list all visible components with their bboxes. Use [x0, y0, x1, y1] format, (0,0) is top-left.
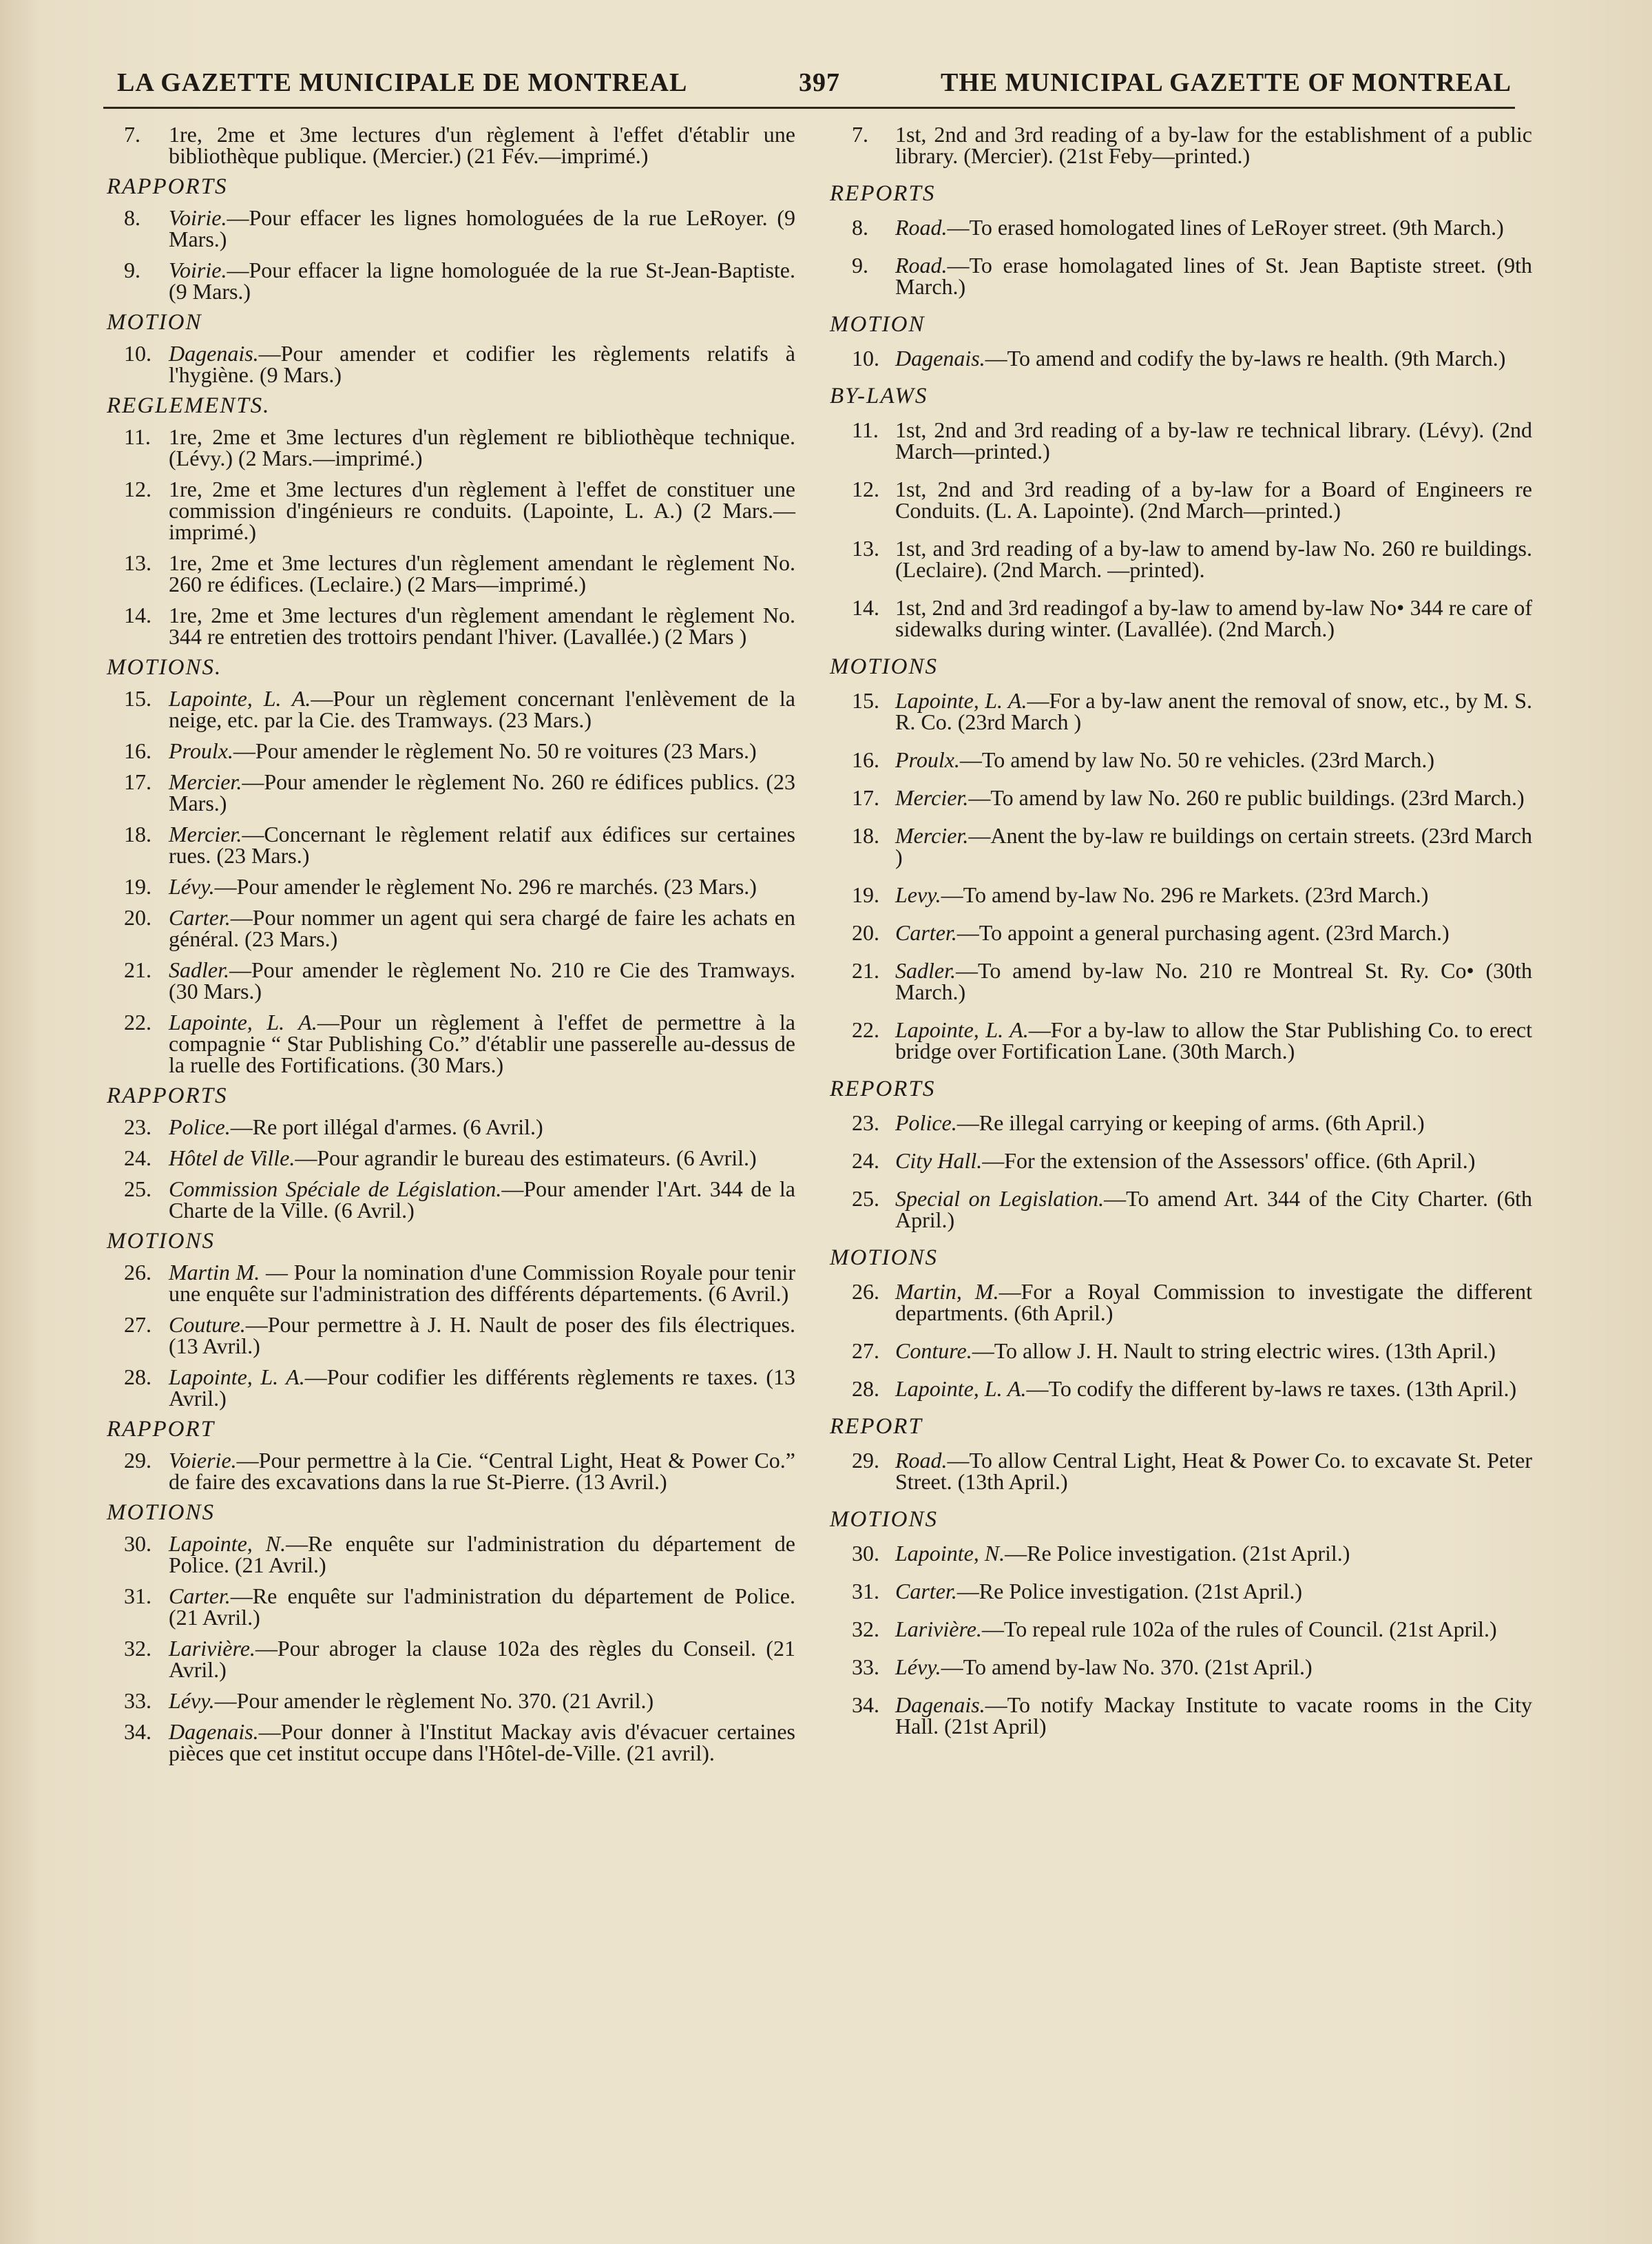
item-text: [169, 1690, 795, 1712]
item-text: [895, 884, 1532, 906]
item-body: —To codify the different by-laws re taxes. (13th April.): [1026, 1376, 1517, 1401]
item-lead: Proulx.: [895, 747, 960, 772]
item-text: [895, 749, 1532, 771]
item-text: [895, 124, 1532, 167]
agenda-item: [103, 1116, 795, 1138]
agenda-item: [103, 1583, 795, 1630]
item-text: [169, 1178, 795, 1221]
item-lead: Mercier.: [169, 769, 242, 794]
agenda-item: [103, 1638, 795, 1681]
item-lead: Mercier.: [169, 822, 242, 846]
item-lead: Lapointe, N.: [895, 1541, 1005, 1566]
agenda-item: [103, 1314, 795, 1357]
agenda-item: [103, 343, 795, 386]
item-number: 26.: [852, 1279, 879, 1304]
item-lead: Lévy.: [169, 874, 215, 899]
agenda-item: [103, 688, 795, 731]
item-number: 30.: [852, 1541, 879, 1566]
item-text: [169, 207, 795, 250]
agenda-item: [103, 1450, 795, 1493]
item-lead: Road.: [895, 1448, 948, 1473]
item-text: [169, 876, 795, 897]
item-number: 22.: [124, 1010, 151, 1035]
item-text: [169, 1012, 795, 1076]
item-text: [169, 605, 795, 647]
page-header: [103, 63, 1512, 105]
item-number: 23.: [124, 1114, 151, 1139]
item-text: [895, 1543, 1532, 1564]
item-text: [169, 688, 795, 731]
item-body: —To amend by-law No. 370. (21st April.): [941, 1654, 1313, 1679]
item-number: 28.: [852, 1376, 879, 1401]
item-lead: Dagenais.: [169, 341, 259, 366]
item-text: [895, 1281, 1532, 1324]
item-text: [169, 771, 795, 814]
item-text: [169, 1364, 796, 1411]
item-number: 19.: [852, 882, 879, 907]
item-body: —Pour amender le règlement No. 210 re Cie des Tramways. (30 Mars.): [169, 957, 795, 1004]
item-number: 24.: [852, 1148, 879, 1173]
item-number: 15.: [852, 688, 879, 713]
header-rule: [103, 107, 1515, 109]
agenda-item: [830, 419, 1532, 462]
agenda-item: [103, 1533, 795, 1576]
item-body: —Pour effacer la ligne homologuée de la rue St-Jean-Baptiste. (9 Mars.): [169, 258, 795, 304]
agenda-item: [830, 217, 1532, 238]
item-lead: Lévy.: [895, 1654, 941, 1679]
item-lead: Lapointe, N.: [169, 1531, 286, 1556]
item-number: 27.: [852, 1338, 879, 1363]
item-number: 7.: [852, 122, 868, 147]
item-text: [169, 479, 795, 543]
item-number: 33.: [852, 1654, 879, 1679]
agenda-item: [830, 255, 1532, 298]
item-text: [895, 1581, 1532, 1602]
item-number: 16.: [852, 747, 879, 772]
agenda-item: [830, 1150, 1532, 1172]
agenda-item: [103, 479, 795, 543]
agenda-item: [830, 1619, 1532, 1640]
item-body: —To allow Central Light, Heat & Power Co. to excavate St. Peter Street. (13th April.): [895, 1448, 1532, 1494]
agenda-item: [830, 1450, 1532, 1493]
agenda-item: [830, 1112, 1532, 1134]
item-text: [169, 552, 795, 595]
item-body: —Pour amender le règlement No. 50 re voitures (23 Mars.): [233, 738, 757, 763]
item-text: [169, 959, 795, 1002]
item-text: [169, 343, 795, 386]
item-number: 31.: [124, 1583, 151, 1608]
item-text: [169, 1533, 795, 1576]
agenda-item: [830, 1019, 1532, 1062]
item-lead: Road.: [895, 215, 948, 240]
item-number: 21.: [852, 958, 879, 983]
item-number: 17.: [852, 785, 879, 810]
item-body: —Re port illégal d'armes. (6 Avril.): [230, 1114, 543, 1139]
item-number: 8.: [124, 205, 140, 230]
item-number: 29.: [124, 1448, 151, 1473]
agenda-item: [103, 876, 795, 897]
item-lead: Voierie.: [169, 1448, 237, 1473]
item-number: 29.: [852, 1448, 879, 1473]
item-body: —Pour codifier les différents règlements re taxes. (13 Avril.): [169, 1364, 796, 1411]
agenda-item: [830, 749, 1532, 771]
item-lead: Levy.: [895, 882, 941, 907]
header-right-title: THE MUNICIPAL GAZETTE OF MONTREAL: [941, 68, 1512, 97]
item-body: — Pour la nomination d'une Commission Royale pour tenir une enquête sur l'administration des différents départements. (6 Avril.): [169, 1260, 796, 1306]
item-number: 31.: [852, 1579, 879, 1603]
item-body: —To amend by-law No. 210 re Montreal St. Ry. Co• (30th March.): [895, 958, 1532, 1004]
item-body: —Pour permettre à la Cie. “Central Light, Heat & Power Co.” de faire des excavations dans la rue St-Pierre. (13 Avril.): [169, 1448, 795, 1494]
agenda-item: [103, 1262, 795, 1305]
item-text: [895, 1112, 1532, 1134]
item-body: —Re Police investigation. (21st April.): [956, 1579, 1303, 1603]
item-text: [895, 1378, 1532, 1400]
item-lead: Lapointe, L. A.: [169, 1010, 317, 1035]
item-body: —To amend Art. 344 of the City Charter. (6th April.): [895, 1186, 1532, 1232]
agenda-item: [103, 124, 795, 167]
item-number: 17.: [124, 769, 151, 794]
item-number: 14.: [852, 595, 879, 620]
section-heading: REPORT: [830, 1414, 923, 1439]
item-lead: Lapointe, L. A.: [895, 1017, 1029, 1042]
item-lead: Sadler.: [895, 958, 956, 983]
item-lead: Police.: [169, 1114, 231, 1139]
item-body: —To amend by-law No. 296 re Markets. (23rd March.): [941, 882, 1429, 907]
agenda-item: [103, 1147, 795, 1169]
item-text: [169, 1262, 795, 1305]
section-heading: BY-LAWS: [830, 384, 928, 408]
agenda-item: [830, 1581, 1532, 1602]
item-body: 1st, and 3rd reading of a by-law to amend by-law No. 260 re buildings. (Leclaire). (2nd March. —printed).: [895, 536, 1532, 582]
item-lead: Carter.: [169, 1583, 231, 1608]
section-heading: MOTIONS.: [107, 655, 222, 680]
item-lead: Commission Spéciale de Législation.: [169, 1176, 502, 1201]
item-text: [895, 1656, 1532, 1678]
agenda-item: [103, 824, 795, 866]
agenda-item: [830, 124, 1532, 167]
item-text: [895, 538, 1532, 581]
section-heading: RAPPORTS: [107, 1083, 228, 1108]
agenda-item: [103, 1364, 796, 1411]
item-number: 13.: [852, 536, 879, 561]
item-text: [169, 1147, 795, 1169]
item-lead: Mercier.: [895, 785, 969, 810]
item-lead: Voirie.: [169, 258, 227, 282]
item-number: 7.: [124, 122, 140, 147]
item-number: 20.: [852, 920, 879, 945]
item-body: 1re, 2me et 3me lectures d'un règlement amendant le règlement No. 344 re entretien des trottoirs pendant l'hiver. (Lavallée.) (2 Mars ): [169, 603, 795, 649]
agenda-item: [830, 922, 1532, 944]
agenda-item: [103, 1721, 795, 1764]
item-body: 1st, 2nd and 3rd reading of a by-law re technical library. (Lévy). (2nd March—printed.): [895, 417, 1532, 464]
item-body: —To allow J. H. Nault to string electric wires. (13th April.): [972, 1338, 1496, 1363]
item-text: [895, 255, 1532, 298]
item-body: —Pour donner à l'Institut Mackay avis d'évacuer certaines pièces que cet institut occupe dans l'Hôtel-de-Ville. (21 avril).: [169, 1719, 795, 1765]
item-number: 25.: [852, 1186, 879, 1211]
agenda-item: [830, 348, 1532, 369]
item-text: [895, 348, 1532, 369]
item-number: 11.: [124, 424, 151, 449]
item-body: —To appoint a general purchasing agent. (23rd March.): [956, 920, 1450, 945]
item-lead: Conture.: [895, 1338, 972, 1363]
item-text: [895, 419, 1532, 462]
agenda-item: [103, 605, 795, 647]
agenda-item: [103, 740, 795, 762]
section-heading: MOTIONS: [830, 654, 939, 679]
item-body: —Pour nommer un agent qui sera chargé de faire les achats en général. (23 Mars.): [169, 905, 795, 951]
item-body: —For a by-law anent the removal of snow, etc., by M. S. R. Co. (23rd March ): [895, 688, 1533, 734]
item-lead: Carter.: [895, 1579, 957, 1603]
item-number: 21.: [124, 957, 151, 982]
item-text: [895, 479, 1532, 521]
item-text: [169, 124, 795, 167]
agenda-item: [103, 552, 795, 595]
section-heading: MOTIONS: [107, 1500, 216, 1525]
item-lead: Martin M.: [169, 1260, 260, 1285]
item-body: —Pour effacer les lignes homologuées de la rue LeRoyer. (9 Mars.): [169, 205, 795, 251]
section-heading: REPORTS: [830, 181, 936, 206]
item-lead: Hôtel de Ville.: [169, 1145, 295, 1170]
item-text: [895, 1150, 1532, 1172]
item-number: 9.: [124, 258, 140, 282]
item-number: 16.: [124, 738, 151, 763]
item-text: [895, 1340, 1532, 1362]
item-body: —Pour amender le règlement No. 296 re marchés. (23 Mars.): [214, 874, 757, 899]
item-number: 15.: [124, 686, 151, 711]
item-lead: Dagenais.: [169, 1719, 259, 1744]
item-lead: Martin, M.: [895, 1279, 999, 1304]
item-text: [169, 1583, 795, 1630]
item-number: 19.: [124, 874, 151, 899]
agenda-item: [103, 260, 795, 302]
item-number: 27.: [124, 1312, 151, 1337]
item-body: 1re, 2me et 3me lectures d'un règlement re bibliothèque technique. (Lévy.) (2 Mars.—imprimé.): [169, 424, 795, 470]
item-body: —Concernant le règlement relatif aux édifices sur certaines rues. (23 Mars.): [169, 822, 795, 868]
item-number: 32.: [852, 1617, 879, 1641]
agenda-item: [830, 884, 1532, 906]
item-body: —To repeal rule 102a of the rules of Council. (21st April.): [981, 1617, 1497, 1641]
item-number: 14.: [124, 603, 151, 627]
agenda-item: [830, 1656, 1532, 1678]
item-text: [169, 907, 795, 950]
item-lead: City Hall.: [895, 1148, 983, 1173]
item-lead: Police.: [895, 1110, 957, 1135]
item-number: 30.: [124, 1531, 151, 1556]
section-heading: MOTIONS: [107, 1229, 216, 1254]
item-lead: Couture.: [169, 1312, 246, 1337]
item-body: —Pour agrandir le bureau des estimateurs. (6 Avril.): [295, 1145, 757, 1170]
item-text: [169, 260, 795, 302]
item-text: [169, 1638, 795, 1681]
item-number: 12.: [852, 477, 879, 501]
item-lead: Lapointe, L. A.: [895, 688, 1027, 713]
french-column: [103, 124, 795, 1774]
agenda-item: [103, 959, 795, 1002]
agenda-item: [830, 1378, 1532, 1400]
item-number: 28.: [124, 1364, 151, 1389]
item-body: —Pour un règlement concernant l'enlèvement de la neige, etc. par la Cie. des Tramways. (23 Mars.): [169, 686, 796, 732]
item-body: 1re, 2me et 3me lectures d'un règlement amendant le règlement No. 260 re édifices. (Leclaire.) (2 Mars—imprimé.): [169, 550, 795, 596]
agenda-item: [103, 1690, 795, 1712]
item-body: —Re Police investigation. (21st April.): [1005, 1541, 1350, 1566]
item-lead: Lévy.: [169, 1688, 215, 1713]
section-heading: MOTIONS: [830, 1507, 939, 1532]
item-lead: Lapointe, L. A.: [169, 1364, 305, 1389]
item-text: [169, 824, 795, 866]
section-heading: REGLEMENTS.: [107, 393, 271, 418]
item-body: 1re, 2me et 3me lectures d'un règlement à l'effet d'établir une bibliothèque publique. (Mercier.) (21 Fév.—imprimé.): [169, 122, 795, 168]
section-heading: RAPPORTS: [107, 174, 228, 199]
agenda-item: [103, 907, 795, 950]
item-body: —Pour amender le règlement No. 370. (21 Avril.): [214, 1688, 654, 1713]
agenda-item: [830, 787, 1532, 809]
agenda-item: [830, 1340, 1532, 1362]
item-lead: Carter.: [169, 905, 231, 930]
item-number: 32.: [124, 1636, 151, 1661]
item-text: [895, 1188, 1532, 1231]
item-text: [895, 787, 1532, 809]
item-lead: Dagenais.: [895, 346, 985, 371]
item-lead: Lapointe, L. A.: [895, 1376, 1027, 1401]
item-number: 9.: [852, 253, 868, 278]
agenda-item: [830, 1694, 1532, 1737]
item-text: [895, 217, 1532, 238]
item-lead: Road.: [895, 253, 948, 278]
item-number: 13.: [124, 550, 151, 575]
header-left-title: LA GAZETTE MUNICIPALE DE MONTREAL: [117, 68, 688, 97]
item-text: [895, 960, 1532, 1003]
item-text: [895, 1619, 1532, 1640]
item-lead: Voirie.: [169, 205, 227, 230]
item-lead: Lapointe, L. A.: [169, 686, 311, 711]
item-number: 34.: [852, 1692, 879, 1717]
agenda-item: [103, 426, 795, 469]
item-body: —To amend and codify the by-laws re health. (9th March.): [985, 346, 1506, 371]
item-number: 34.: [124, 1719, 151, 1744]
item-lead: Carter.: [895, 920, 957, 945]
item-number: 22.: [852, 1017, 879, 1042]
item-number: 18.: [852, 823, 879, 848]
section-heading: RAPPORT: [107, 1417, 215, 1442]
item-number: 8.: [852, 215, 868, 240]
item-body: —To amend by law No. 260 re public buildings. (23rd March.): [968, 785, 1525, 810]
item-body: —Re enquête sur l'administration du département de Police. (21 Avril.): [169, 1583, 795, 1630]
item-body: —To erased homologated lines of LeRoyer street. (9th March.): [947, 215, 1504, 240]
item-number: 20.: [124, 905, 151, 930]
item-body: —Pour amender l'Art. 344 de la Charte de la Ville. (6 Avril.): [169, 1176, 796, 1223]
english-column: [830, 124, 1532, 1754]
item-body: —Pour permettre à J. H. Nault de poser des fils électriques. (13 Avril.): [169, 1312, 795, 1358]
item-body: —Re illegal carrying or keeping of arms. (6th April.): [956, 1110, 1425, 1135]
item-text: [169, 1721, 795, 1764]
item-body: —For the extension of the Assessors' office. (6th April.): [982, 1148, 1476, 1173]
item-body: —Pour amender et codifier les règlements relatifs à l'hygiène. (9 Mars.): [169, 341, 795, 387]
agenda-item: [103, 771, 795, 814]
item-body: —Pour un règlement à l'effet de permettre à la compagnie “ Star Publishing Co.” d'établir une passerelle au-dessus de la ruelle des Fortifications. (30 Mars.): [169, 1010, 796, 1077]
item-lead: Larivière.: [895, 1617, 982, 1641]
agenda-item: [830, 690, 1532, 733]
item-text: [895, 922, 1532, 944]
section-heading: MOTION: [830, 312, 926, 337]
item-text: [895, 1694, 1532, 1737]
item-body: —For a Royal Commission to investigate the different departments. (6th April.): [895, 1279, 1533, 1325]
section-heading: MOTIONS: [830, 1245, 939, 1270]
item-text: [169, 740, 795, 762]
agenda-item: [830, 538, 1532, 581]
agenda-item: [830, 597, 1532, 640]
item-body: —To notify Mackay Institute to vacate rooms in the City Hall. (21st April): [895, 1692, 1532, 1738]
item-body: —Pour amender le règlement No. 260 re édifices publics. (23 Mars.): [169, 769, 795, 815]
item-lead: Mercier.: [895, 823, 969, 848]
item-lead: Larivière.: [169, 1636, 255, 1661]
item-number: 11.: [852, 417, 879, 442]
item-number: 23.: [852, 1110, 879, 1135]
section-heading: MOTION: [107, 310, 202, 335]
agenda-item: [830, 1281, 1532, 1324]
item-lead: Special on Legislation.: [895, 1186, 1105, 1211]
item-text: [169, 1314, 795, 1357]
page-number: 397: [799, 68, 840, 97]
agenda-item: [830, 1188, 1532, 1231]
item-text: [895, 690, 1532, 733]
item-text: [895, 1019, 1532, 1062]
item-body: 1re, 2me et 3me lectures d'un règlement à l'effet de constituer une commission d'ingénieurs re conduits. (Lapointe, L. A.) (2 Mars.—imprimé.): [169, 477, 795, 544]
item-body: —Anent the by-law re buildings on certain streets. (23rd March ): [895, 823, 1532, 869]
section-heading: REPORTS: [830, 1077, 936, 1101]
item-text: [895, 1450, 1532, 1493]
item-number: 33.: [124, 1688, 151, 1713]
item-body: —To amend by law No. 50 re vehicles. (23rd March.): [959, 747, 1435, 772]
agenda-item: [103, 207, 795, 250]
agenda-item: [830, 825, 1532, 868]
agenda-item: [103, 1178, 795, 1221]
item-text: [895, 825, 1532, 868]
item-text: [169, 1116, 795, 1138]
item-number: 25.: [124, 1176, 151, 1201]
item-body: —To erase homolagated lines of St. Jean Baptiste street. (9th March.): [895, 253, 1532, 299]
agenda-item: [830, 1543, 1532, 1564]
item-body: —Pour abroger la clause 102a des règles du Conseil. (21 Avril.): [169, 1636, 795, 1682]
item-text: [895, 597, 1532, 640]
agenda-item: [103, 1012, 795, 1076]
item-body: 1st, 2nd and 3rd reading of a by-law for the establishment of a public library. (Mercier). (21st Feby—printed.): [895, 122, 1532, 168]
item-text: [169, 1450, 795, 1493]
item-body: 1st, 2nd and 3rd reading of a by-law for a Board of Engineers re Conduits. (L. A. Lapointe). (2nd March—printed.): [895, 477, 1532, 523]
item-number: 10.: [124, 341, 151, 366]
agenda-item: [830, 960, 1532, 1003]
item-number: 18.: [124, 822, 151, 846]
item-lead: Proulx.: [169, 738, 233, 763]
item-lead: Dagenais.: [895, 1692, 985, 1717]
item-body: —For a by-law to allow the Star Publishing Co. to erect bridge over Fortification Lane. (30th March.): [895, 1017, 1533, 1063]
item-text: [169, 426, 795, 469]
item-number: 12.: [124, 477, 151, 501]
item-body: —Re enquête sur l'administration du département de Police. (21 Avril.): [169, 1531, 796, 1577]
item-number: 10.: [852, 346, 879, 371]
item-number: 26.: [124, 1260, 151, 1285]
item-body: 1st, 2nd and 3rd readingof a by-law to amend by-law No• 344 re care of sidewalks during winter. (Lavallée). (2nd March.): [895, 595, 1532, 641]
item-lead: Sadler.: [169, 957, 229, 982]
item-number: 24.: [124, 1145, 151, 1170]
agenda-item: [830, 479, 1532, 521]
